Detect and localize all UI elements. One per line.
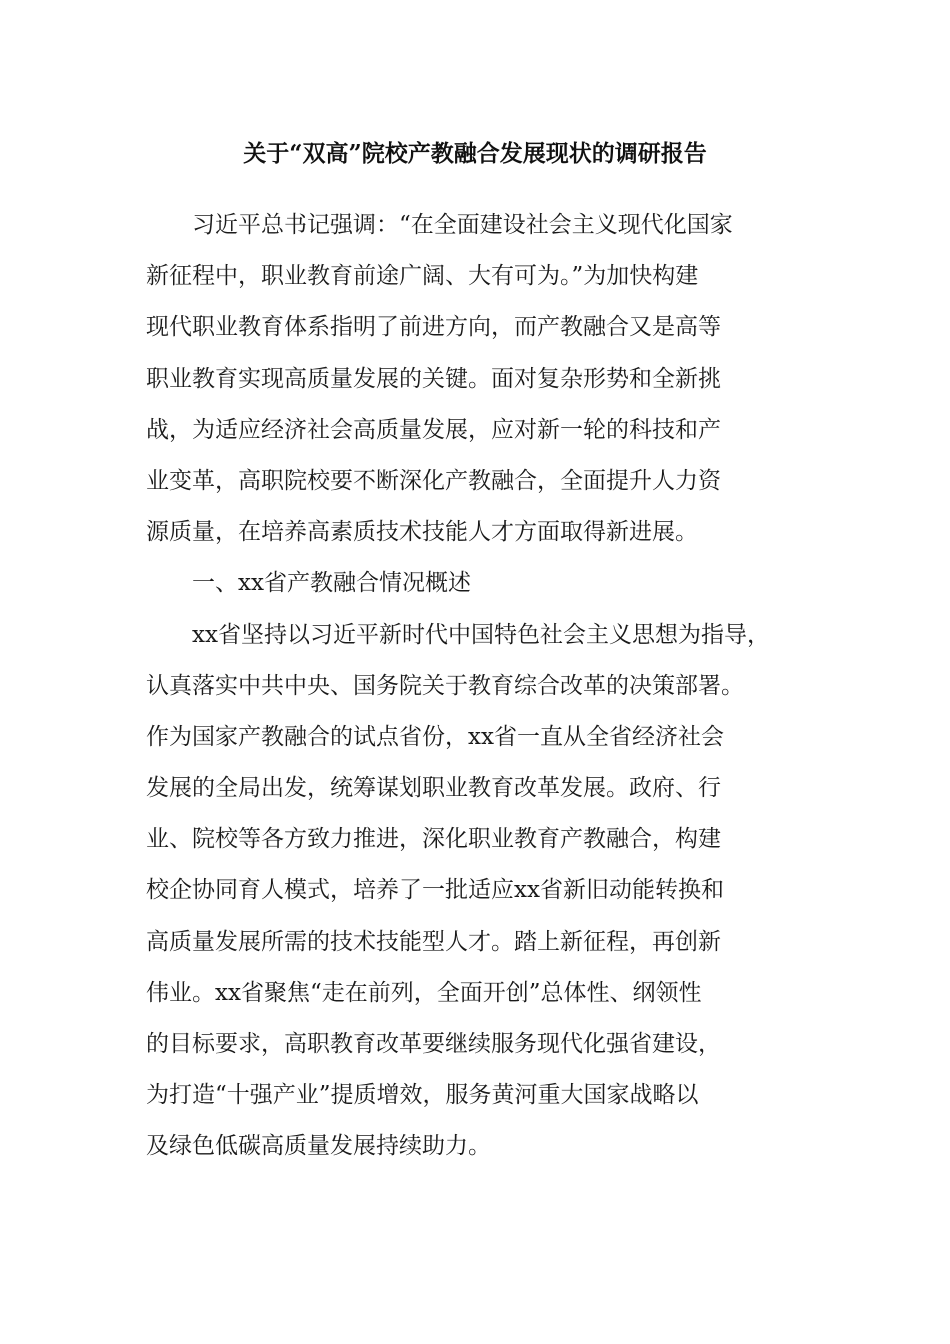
- document-body: [146, 200, 826, 1173]
- document-title: 关于“双高”院校产教融合发展现状的调研报告: [243, 140, 707, 167]
- text-line: 现代职业教育体系指明了前进方向，而产教融合又是高等: [146, 314, 721, 341]
- text-line: 业变革，高职院校要不断深化产教融合，全面提升人力资: [146, 467, 721, 494]
- text-line: xx省坚持以习近平新时代中国特色社会主义思想为指导，: [192, 621, 770, 648]
- text-line: 发展的全局出发，统筹谋划职业教育改革发展。政府、行: [146, 775, 721, 802]
- text-line: 认真落实中共中央、国务院关于教育综合改革的决策部署。: [146, 672, 744, 699]
- paragraph-overview: [146, 610, 826, 1173]
- text-line: 高质量发展所需的技术技能型人才。踏上新征程，再创新: [146, 928, 721, 955]
- text-line: 伟业。xx省聚焦“走在前列，全面开创”总体性、纲领性: [146, 979, 702, 1006]
- text-line: 职业教育实现高质量发展的关键。面对复杂形势和全新挑: [146, 365, 721, 392]
- text-line: 习近平总书记强调：“在全面建设社会主义现代化国家: [192, 212, 733, 238]
- text-line: 的目标要求，高职教育改革要继续服务现代化强省建设，: [146, 1031, 721, 1057]
- text-line: 为打造“十强产业”提质增效，服务黄河重大国家战略以: [146, 1082, 699, 1109]
- text-line: 源质量，在培养高素质技术技能人才方面取得新进展。: [146, 519, 698, 546]
- text-line: 及绿色低碳高质量发展持续助力。: [146, 1133, 491, 1160]
- paragraph-intro: [146, 200, 826, 558]
- text-line: 新征程中，职业教育前途广阔、大有可为。”为加快构建: [146, 263, 699, 290]
- text-line: 作为国家产教融合的试点省份，xx省一直从全省经济社会: [146, 723, 724, 750]
- text-line: 校企协同育人模式，培养了一批适应xx省新旧动能转换和: [146, 877, 724, 904]
- text-line: 业、院校等各方致力推进，深化职业教育产教融合，构建: [146, 826, 721, 853]
- text-line: 战，为适应经济社会高质量发展，应对新一轮的科技和产: [146, 416, 721, 443]
- text-line: 一、xx省产教融合情况概述: [192, 570, 471, 597]
- section-heading: [146, 558, 826, 609]
